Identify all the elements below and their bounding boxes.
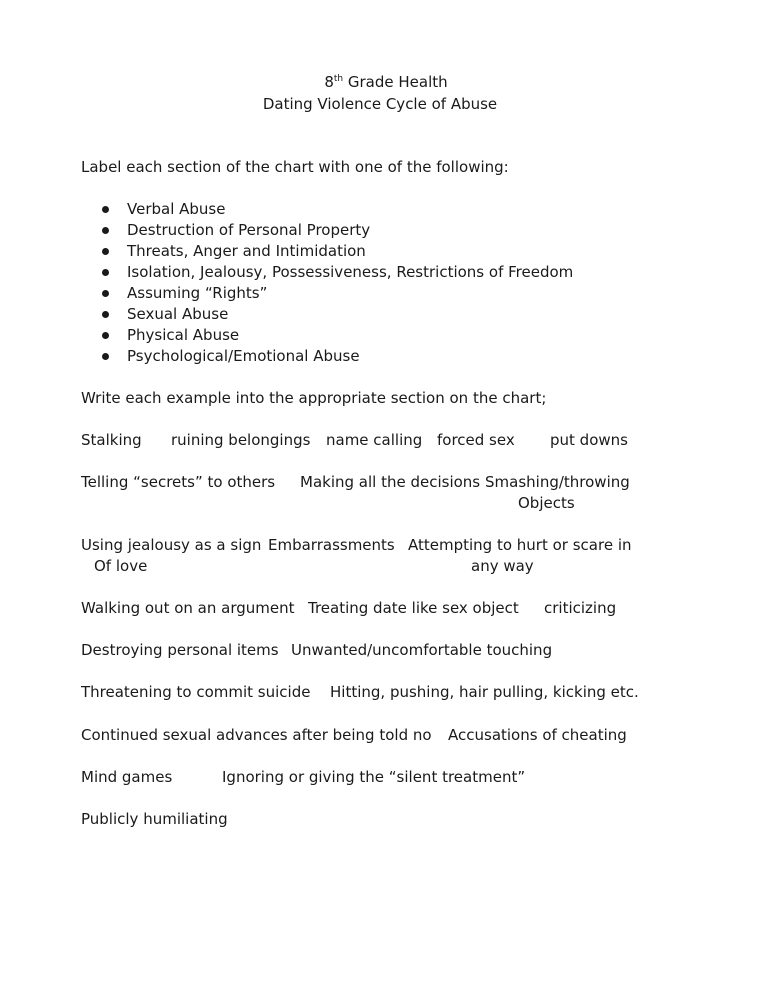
example-item: Ignoring or giving the “silent treatment” (222, 768, 526, 786)
category-label: Verbal Abuse (127, 200, 226, 218)
example-item: Embarrassments (268, 536, 395, 554)
example-item: Using jealousy as a sign (81, 536, 262, 554)
example-item: Accusations of cheating (448, 726, 627, 744)
example-item: Hitting, pushing, hair pulling, kicking etc. (330, 683, 639, 701)
example-item: Publicly humiliating (81, 810, 228, 828)
example-item: Stalking (81, 431, 142, 449)
category-label: Isolation, Jealousy, Possessiveness, Restrictions of Freedom (127, 263, 574, 281)
example-item: Smashing/throwing (485, 473, 630, 491)
list-item (99, 199, 573, 220)
list-item (99, 325, 573, 346)
write-instruction: Write each example into the appropriate section on the chart; (81, 389, 547, 407)
grade-suffix: th (333, 74, 344, 84)
grade-heading (324, 72, 447, 93)
example-item: forced sex (437, 431, 515, 449)
category-label: Sexual Abuse (127, 305, 229, 323)
example-item: Walking out on an argument (81, 599, 295, 617)
page-title: Dating Violence Cycle of Abuse (262, 95, 498, 113)
bullet-icon (102, 206, 109, 213)
category-label: Threats, Anger and Intimidation (127, 242, 366, 260)
example-item: Telling “secrets” to others (81, 473, 276, 491)
bullet-icon (102, 269, 109, 276)
example-item: put downs (550, 431, 628, 449)
example-item: name calling (326, 431, 423, 449)
example-item: Destroying personal items (81, 641, 279, 659)
category-list (99, 199, 573, 367)
list-item (99, 304, 573, 325)
bullet-icon (102, 290, 109, 297)
bullet-icon (102, 332, 109, 339)
bullet-icon (102, 311, 109, 318)
example-item: criticizing (544, 599, 617, 617)
bullet-icon (102, 353, 109, 360)
category-label: Psychological/Emotional Abuse (127, 347, 360, 365)
example-item: Making all the decisions (300, 473, 481, 491)
example-item: Objects (518, 494, 575, 512)
list-item (99, 283, 573, 304)
label-instruction: Label each section of the chart with one of the following: (81, 158, 509, 176)
example-item: Continued sexual advances after being told no (81, 726, 432, 744)
list-item (99, 220, 573, 241)
bullet-icon (102, 248, 109, 255)
example-item: Attempting to hurt or scare in (408, 536, 632, 554)
example-item: Mind games (81, 768, 173, 786)
category-label: Physical Abuse (127, 326, 240, 344)
grade-number: 8 (324, 73, 334, 91)
bullet-icon (102, 227, 109, 234)
list-item (99, 241, 573, 262)
grade-subject: Grade Health (343, 73, 448, 91)
list-item (99, 262, 573, 283)
example-item: Of love (94, 557, 148, 575)
list-item (99, 346, 573, 367)
example-item: any way (471, 557, 534, 575)
category-label: Assuming “Rights” (127, 284, 268, 302)
example-item: Treating date like sex object (308, 599, 519, 617)
category-label: Destruction of Personal Property (127, 221, 371, 239)
example-item: ruining belongings (171, 431, 311, 449)
example-item: Threatening to commit suicide (81, 683, 311, 701)
example-item: Unwanted/uncomfortable touching (291, 641, 553, 659)
